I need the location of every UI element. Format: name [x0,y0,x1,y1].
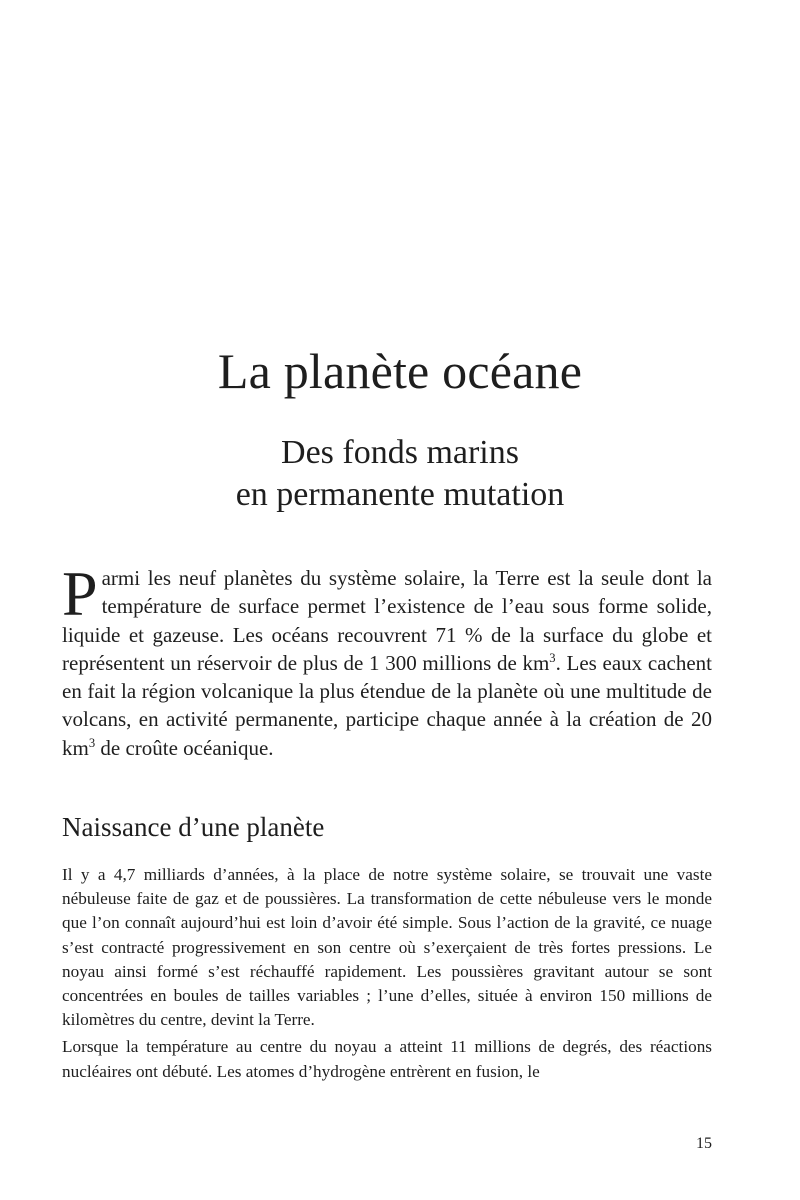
chapter-subtitle [0,432,800,516]
intro-text-part-1: armi les neuf planètes du système solaire, la Terre est la seule dont la température de surface permet l’existence de l’eau sous forme solide, liquide et gazeuse. Les océans recouvrent 71 % de la surface du globe et représentent un réservoir de plus de 1 300 millions de km [62,566,712,675]
body-paragraph-1: Il y a 4,7 milliards d’années, à la place de notre système solaire, se trouvait une vaste nébuleuse faite de gaz et de poussières. La transformation de cette nébuleuse vers le monde que l’on connaît aujourd’hui est loin d’avoir été simple. Sous l’action de la gravité, ce nuage s’est contracté progressivement en son centre où s’exerçaient de très fortes pressions. Le noyau ainsi formé s’est réchauffé rapidement. Les poussières gravitant autour se sont concentrées en boules de tailles variables ; l’une d’elles, située à environ 150 millions de kilomètres du centre, devint la Terre. [62,865,712,1030]
subtitle-line-1: Des fonds marins [281,434,519,471]
subtitle-line-2: en permanente mutation [235,476,565,513]
section-heading: Naissance d’une planète [62,812,325,842]
superscript-cubed-2: 3 [88,735,96,750]
intro-paragraph [62,558,712,762]
intro-text-part-3: de croûte océanique. [95,735,274,760]
superscript-cubed-1: 3 [549,650,556,665]
drop-cap: P [62,558,98,629]
chapter-title: La planète océane [217,343,583,399]
intro-text-part-2: . Les eaux cachent en fait la région volcanique la plus étendue de la planète où une multitude de volcans, en activité permanente, participe chaque année à la création de 20 km [62,650,712,760]
page-number: 15 [696,1135,712,1152]
body-paragraph-2: Lorsque la température au centre du noyau a atteint 11 millions de degrés, des réactions nucléaires ont débuté. Les atomes d’hydrogène entrèrent en fusion, le [62,1037,712,1081]
section-body [62,863,712,1087]
